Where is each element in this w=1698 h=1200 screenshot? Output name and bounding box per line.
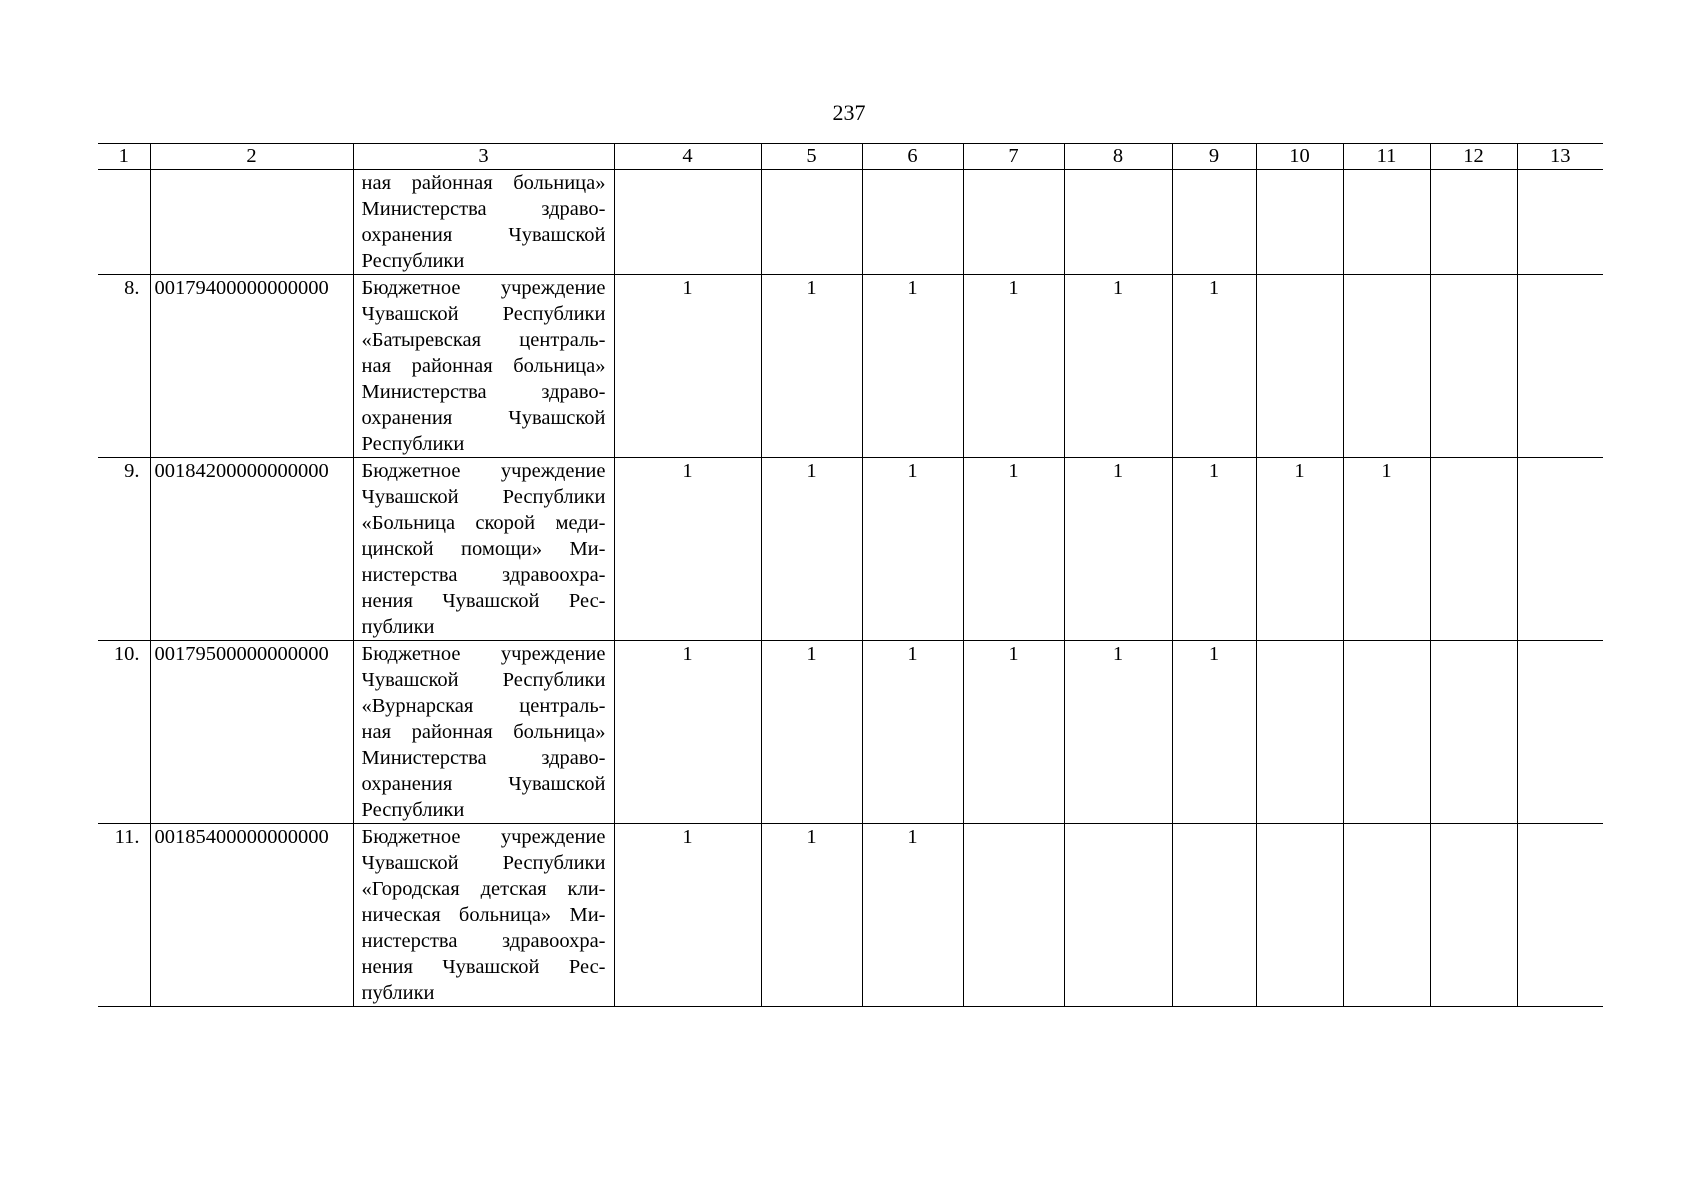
column-header-5: 5 — [761, 144, 862, 170]
organization-name-line: нения Чувашской Рес- — [361, 590, 606, 612]
table-row — [98, 458, 1603, 641]
organization-name-line: Министерства здраво- — [361, 198, 606, 220]
value-cell-col-4: 1 — [614, 275, 761, 458]
value-cell-col-4: 1 — [614, 824, 761, 1007]
organization-name-line: Чувашской Республики — [361, 303, 606, 325]
value-cell-col-11 — [1343, 824, 1430, 1007]
value-cell-col-10: 1 — [1256, 458, 1343, 641]
organization-name-line: «Городская детская кли- — [361, 878, 606, 900]
organization-name-line: публики — [361, 616, 435, 638]
organization-code: 00179400000000000 — [150, 275, 353, 458]
organization-name-line: публики — [361, 982, 435, 1004]
value-cell-col-8: 1 — [1064, 641, 1172, 824]
value-cell-col-7: 1 — [963, 641, 1064, 824]
table-header-row — [98, 144, 1603, 170]
value-cell-col-6 — [862, 170, 963, 275]
value-cell-col-7 — [963, 824, 1064, 1007]
value-cell-col-8 — [1064, 824, 1172, 1007]
organization-name-line: ная районная больница» — [361, 355, 606, 377]
value-cell-col-6: 1 — [862, 824, 963, 1007]
value-cell-col-9: 1 — [1172, 641, 1256, 824]
organization-name-line: «Вурнарская централь- — [361, 695, 606, 717]
organization-name-line: Бюджетное учреждение — [361, 826, 606, 848]
value-cell-col-10 — [1256, 824, 1343, 1007]
value-cell-col-6: 1 — [862, 641, 963, 824]
organization-name-line: Чувашской Республики — [361, 852, 606, 874]
value-cell-col-5: 1 — [761, 458, 862, 641]
value-cell-col-12 — [1430, 641, 1517, 824]
column-header-11: 11 — [1343, 144, 1430, 170]
organization-name-line: Министерства здраво- — [361, 381, 606, 403]
row-number: 9. — [98, 458, 150, 641]
row-number: 8. — [98, 275, 150, 458]
value-cell-col-11 — [1343, 641, 1430, 824]
organization-name — [353, 458, 614, 641]
table-body — [98, 170, 1603, 1007]
organization-name-line: ная районная больница» — [361, 721, 606, 743]
organization-code: 00184200000000000 — [150, 458, 353, 641]
organization-name-line: Чувашской Республики — [361, 669, 606, 691]
column-header-1: 1 — [98, 144, 150, 170]
organization-name-line: Бюджетное учреждение — [361, 460, 606, 482]
value-cell-col-13 — [1517, 170, 1603, 275]
row-number — [98, 170, 150, 275]
row-number: 11. — [98, 824, 150, 1007]
value-cell-col-10 — [1256, 641, 1343, 824]
organization-name — [353, 641, 614, 824]
column-header-8: 8 — [1064, 144, 1172, 170]
value-cell-col-11 — [1343, 275, 1430, 458]
value-cell-col-10 — [1256, 275, 1343, 458]
value-cell-col-5: 1 — [761, 824, 862, 1007]
value-cell-col-13 — [1517, 458, 1603, 641]
table-row — [98, 824, 1603, 1007]
organization-name-line: Бюджетное учреждение — [361, 277, 606, 299]
table-row — [98, 641, 1603, 824]
value-cell-col-8: 1 — [1064, 458, 1172, 641]
value-cell-col-8 — [1064, 170, 1172, 275]
organization-name-line: Бюджетное учреждение — [361, 643, 606, 665]
organization-name-line: цинской помощи» Ми- — [361, 538, 606, 560]
value-cell-col-10 — [1256, 170, 1343, 275]
value-cell-col-9: 1 — [1172, 458, 1256, 641]
organization-name — [353, 170, 614, 275]
organization-name-line: «Больница скорой меди- — [361, 512, 606, 534]
organization-name — [353, 824, 614, 1007]
organization-name-line: нистерства здравоохра- — [361, 930, 606, 952]
value-cell-col-7: 1 — [963, 458, 1064, 641]
value-cell-col-12 — [1430, 458, 1517, 641]
value-cell-col-12 — [1430, 824, 1517, 1007]
table-row — [98, 170, 1603, 275]
organization-code: 00185400000000000 — [150, 824, 353, 1007]
column-header-6: 6 — [862, 144, 963, 170]
organization-name-line: охранения Чувашской — [361, 773, 606, 795]
column-header-3: 3 — [353, 144, 614, 170]
organization-name-line: нистерства здравоохра- — [361, 564, 606, 586]
organization-name-line: Чувашской Республики — [361, 486, 606, 508]
registry-table — [98, 143, 1603, 1007]
value-cell-col-9 — [1172, 170, 1256, 275]
value-cell-col-12 — [1430, 170, 1517, 275]
organization-name-line: охранения Чувашской — [361, 407, 606, 429]
organization-name-line: Республики — [361, 799, 465, 821]
value-cell-col-4: 1 — [614, 641, 761, 824]
value-cell-col-9: 1 — [1172, 275, 1256, 458]
organization-name-line: ническая больница» Ми- — [361, 904, 606, 926]
organization-name-line: ная районная больница» — [361, 172, 606, 194]
organization-name-line: Республики — [361, 433, 465, 455]
organization-name — [353, 275, 614, 458]
organization-name-line: Министерства здраво- — [361, 747, 606, 769]
value-cell-col-13 — [1517, 824, 1603, 1007]
value-cell-col-7 — [963, 170, 1064, 275]
column-header-2: 2 — [150, 144, 353, 170]
value-cell-col-13 — [1517, 275, 1603, 458]
value-cell-col-7: 1 — [963, 275, 1064, 458]
organization-name-line: нения Чувашской Рес- — [361, 956, 606, 978]
value-cell-col-5 — [761, 170, 862, 275]
value-cell-col-4: 1 — [614, 458, 761, 641]
row-number: 10. — [98, 641, 150, 824]
value-cell-col-5: 1 — [761, 641, 862, 824]
column-header-4: 4 — [614, 144, 761, 170]
column-header-10: 10 — [1256, 144, 1343, 170]
value-cell-col-6: 1 — [862, 275, 963, 458]
value-cell-col-4 — [614, 170, 761, 275]
organization-code — [150, 170, 353, 275]
value-cell-col-5: 1 — [761, 275, 862, 458]
organization-name-line: охранения Чувашской — [361, 224, 606, 246]
page-number: 237 — [832, 100, 866, 125]
column-header-9: 9 — [1172, 144, 1256, 170]
value-cell-col-8: 1 — [1064, 275, 1172, 458]
column-header-7: 7 — [963, 144, 1064, 170]
table-row — [98, 275, 1603, 458]
organization-code: 00179500000000000 — [150, 641, 353, 824]
value-cell-col-13 — [1517, 641, 1603, 824]
value-cell-col-11 — [1343, 170, 1430, 275]
value-cell-col-11: 1 — [1343, 458, 1430, 641]
column-header-12: 12 — [1430, 144, 1517, 170]
value-cell-col-9 — [1172, 824, 1256, 1007]
organization-name-line: Республики — [361, 250, 465, 272]
column-header-13: 13 — [1517, 144, 1603, 170]
value-cell-col-6: 1 — [862, 458, 963, 641]
organization-name-line: «Батыревская централь- — [361, 329, 606, 351]
value-cell-col-12 — [1430, 275, 1517, 458]
